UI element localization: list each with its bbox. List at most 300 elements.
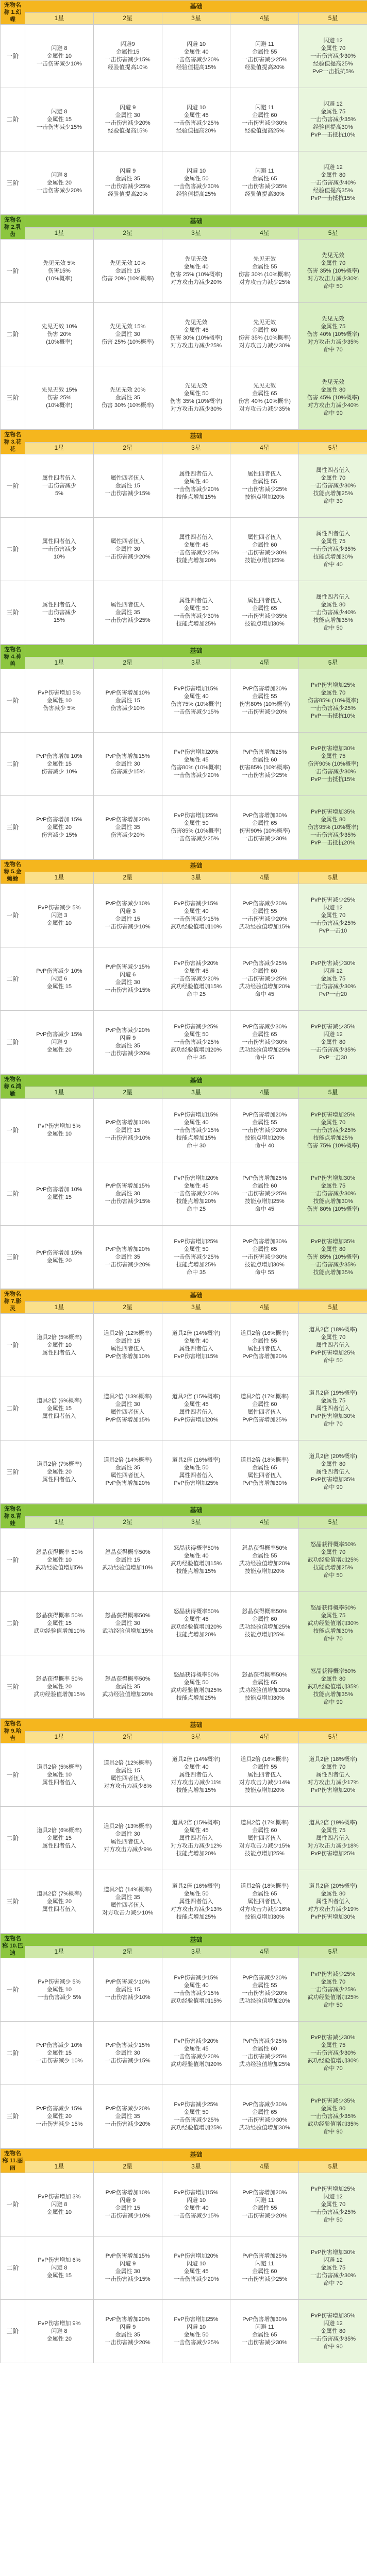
stat-line: 技能点增加35% <box>313 1269 353 1276</box>
stat-cell <box>299 88 367 151</box>
stat-line: 金属性 15 <box>46 1194 72 1200</box>
stat-line: 一击伤害减少25% <box>173 120 219 126</box>
stage-label: 二阶 <box>1 1162 25 1226</box>
stat-cell <box>299 25 367 88</box>
stat-cell <box>93 1440 162 1504</box>
stat-line: 金属性 80 <box>320 2105 346 2112</box>
stat-cell <box>230 884 299 947</box>
stat-line: 闪避 8 <box>51 2328 68 2334</box>
stat-cell <box>299 1529 367 1592</box>
stat-line: PvP伤害增加25% <box>310 1111 356 1118</box>
stat-line: 金属性 20 <box>46 1898 72 1905</box>
stat-line: 一击伤害减少 5% <box>37 1994 81 2001</box>
stat-cell <box>299 1314 367 1377</box>
stage-label: 三阶 <box>1 1226 25 1289</box>
stat-line: 闪避 12 <box>323 2193 343 2200</box>
stat-line: 一击伤害减少20% <box>105 1050 151 1057</box>
stat-line: 技能点增加20% <box>176 557 216 564</box>
stat-line: 金属性 55 <box>252 1338 277 1344</box>
stat-line: 经验值提高15% <box>176 64 216 71</box>
stat-line: 一击伤害减少30% <box>310 482 356 489</box>
stat-line: PvP伤害增加30% <box>310 745 356 752</box>
table-row <box>1 366 367 430</box>
stat-line: 闪避 6 <box>51 975 68 982</box>
stat-line: 金属性 60 <box>252 2046 277 2052</box>
stat-line: 闪避 12 <box>323 904 343 911</box>
stage-label: 三阶 <box>1 1870 25 1934</box>
stat-line: 金属性 50 <box>184 1680 209 1686</box>
star-column-header: 1星 <box>25 1946 94 1958</box>
table-row <box>1 669 367 733</box>
stat-line: 对方攻击力减少25% <box>170 343 222 349</box>
stat-line: 金属性 55 <box>252 1119 277 1126</box>
stat-line: PvP伤害增加15% <box>174 686 219 692</box>
stat-line: 金属性 50 <box>184 176 209 182</box>
stat-cell <box>230 454 299 518</box>
stat-line: 伤害 25% (10%概率) <box>170 272 223 278</box>
stat-line: 技能点增加30% <box>313 1198 353 1205</box>
stat-cell <box>25 2300 94 2363</box>
stat-line: 怒晶获得概率50% <box>173 1545 219 1551</box>
stat-line: 金属性 70 <box>320 2201 346 2208</box>
stat-line: 道具2倍 (16%概率) <box>240 1756 289 1762</box>
stage-label: 二阶 <box>1 2022 25 2085</box>
stat-cell <box>230 1807 299 1870</box>
stage-label: 三阶 <box>1 2085 25 2148</box>
star-column-header: 2星 <box>93 1731 162 1743</box>
star-column-header: 2星 <box>93 657 162 669</box>
stat-line: 金属性 75 <box>320 1182 346 1189</box>
stat-line: 伤害 20% <box>47 331 72 337</box>
stat-line: 金属性 35 <box>115 824 140 831</box>
stat-line: 武功经验值增加10% <box>102 1564 154 1571</box>
stat-line: 伤害 80% (10%概率) <box>307 1206 359 1212</box>
stat-line: 技能点增加20% <box>176 1632 216 1638</box>
stat-cell <box>299 884 367 947</box>
stat-line: 武功经验值增加30% <box>239 1687 290 1693</box>
stage-label: 三阶 <box>1 1011 25 1074</box>
stat-line: 一击伤害减少35% <box>242 613 288 619</box>
stat-line: 技能点增加20% <box>244 1787 285 1793</box>
stat-line: 技能点增加25% <box>313 1564 353 1571</box>
stat-line: 伤害 75% (10%概率) <box>307 1142 359 1149</box>
stat-cell <box>299 1592 367 1655</box>
stat-line: 一击伤害减少20% <box>173 772 219 778</box>
pet-section <box>0 1504 367 1719</box>
stat-line: 金属性 45 <box>184 327 209 333</box>
stat-line: 属性四者伍入 <box>179 598 213 604</box>
stat-line: PvP伤害增加10% <box>105 1119 150 1126</box>
stage-label: 二阶 <box>1 518 25 581</box>
stat-line: 对方攻击力减少25% <box>239 279 290 285</box>
stat-line: 先见无效 <box>253 319 276 326</box>
stat-line: 一击伤害减少25% <box>242 2054 288 2060</box>
stat-cell <box>162 669 230 733</box>
stat-line: 金属性 50 <box>184 391 209 397</box>
stat-line: 金属性 75 <box>320 1397 346 1404</box>
stat-line: 属性四者伍入 <box>110 538 145 545</box>
table-row <box>1 2085 367 2148</box>
stat-cell <box>93 1743 162 1807</box>
star-column-header: 5星 <box>299 12 367 25</box>
stat-line: 金属性 20 <box>46 179 72 186</box>
stat-line: 金属性15 <box>116 49 140 55</box>
stat-cell <box>162 581 230 645</box>
stat-line: 闪避 12 <box>323 100 343 107</box>
stat-cell <box>299 1011 367 1074</box>
stat-cell <box>162 518 230 581</box>
stat-cell <box>299 1162 367 1226</box>
stat-line: PvP伤害增加35% <box>310 1238 356 1245</box>
pet-stats-table <box>0 215 367 430</box>
stat-line: PvP伤害增加25% <box>174 2316 219 2323</box>
stat-cell <box>230 25 299 88</box>
stat-line: 武功经验值增加20% <box>239 983 290 990</box>
stat-line: 道具2倍 (19%概率) <box>309 1819 357 1826</box>
stat-cell <box>162 366 230 430</box>
stat-line: 技能点增加15% <box>176 1568 216 1574</box>
stat-line: 武功经验值增加25% <box>170 1687 222 1693</box>
stat-line: 属性四者伍入 <box>42 538 76 545</box>
stat-line: PvP伤害增加25% <box>310 2185 356 2192</box>
stat-line: PvP伤害减少20% <box>242 901 287 907</box>
stat-line: PvP伤害减少15% <box>174 1975 219 1981</box>
stat-cell <box>230 947 299 1011</box>
pet-name: 宠物名称 1.幻蝶 <box>1 1 25 25</box>
stat-cell <box>93 1592 162 1655</box>
stat-cell <box>230 1226 299 1289</box>
stat-line: 对方攻击力减少30% <box>239 343 290 349</box>
stat-line: 命中 70 <box>323 1420 343 1427</box>
stat-cell <box>299 1099 367 1162</box>
stat-cell <box>230 1440 299 1504</box>
stat-line: 一击伤害减少30% <box>242 836 288 842</box>
star-column-header: 1星 <box>25 12 94 25</box>
stat-line: 技能点增加30% <box>244 621 285 627</box>
stat-line: 金属性 10 <box>46 1771 72 1778</box>
stat-line: 一击伤害减少25% <box>173 1039 219 1045</box>
tier-header-row <box>1 1934 367 1946</box>
stat-line: 金属性 15 <box>46 2049 72 2056</box>
stat-line: 金属性 75 <box>320 1827 346 1834</box>
stat-line: 道具2倍 (17%概率) <box>240 1819 289 1826</box>
stat-line: 金属性 30 <box>115 760 140 767</box>
stat-line: 对方攻击力减少30% <box>307 275 359 282</box>
stat-line: 伤害 40% (10%概率) <box>307 331 359 337</box>
stat-line: 命中 55 <box>255 1054 274 1061</box>
star-column-header: 2星 <box>93 1301 162 1314</box>
stat-cell <box>25 1162 94 1226</box>
stat-line: 经验值提高20% <box>244 64 285 71</box>
stat-line: 金属性 15 <box>115 916 140 922</box>
star-column-header: 4星 <box>230 657 299 669</box>
stat-line: 金属性 35 <box>115 1894 140 1901</box>
stat-cell <box>93 796 162 859</box>
stat-cell <box>162 1592 230 1655</box>
stat-cell <box>93 2085 162 2148</box>
stat-line: PvP伤害增加20% <box>242 1111 287 1118</box>
stat-line: 命中 90 <box>323 410 343 416</box>
stat-line: 命中 45 <box>255 991 274 997</box>
stat-cell <box>25 240 94 303</box>
stat-line: 怒晶获得概率50% <box>105 1675 151 1682</box>
stat-line: 先见无效 <box>253 383 276 389</box>
star-column-header: 4星 <box>230 1946 299 1958</box>
stat-cell <box>230 1592 299 1655</box>
stat-line: 属性四者伍入 <box>110 1346 145 1352</box>
stat-line: 武功经验值增加20% <box>170 2061 222 2067</box>
stat-line: 对方攻击力减少30% <box>170 406 222 412</box>
star-column-header: 5星 <box>299 872 367 884</box>
stat-line: 金属性 50 <box>184 2109 209 2115</box>
stat-line: 道具2倍 (16%概率) <box>172 1457 221 1463</box>
stat-line: 属性四者伍入 <box>316 1468 351 1475</box>
stat-line: 金属性 80 <box>320 1039 346 1045</box>
tier-label: 基础 <box>25 645 367 657</box>
stat-line: 一击伤害减少15% <box>173 709 219 715</box>
table-row <box>1 151 367 215</box>
table-row <box>1 1226 367 1289</box>
stat-line: 道具2倍 (18%概率) <box>309 1756 357 1762</box>
stat-line: 怒晶获得概率50% <box>105 1549 151 1555</box>
stat-line: 一击伤害减少30% <box>310 53 356 59</box>
stat-line: 技能点增加25% <box>176 1695 216 1701</box>
stat-line: PvP伤害增加25% <box>174 1238 219 1245</box>
stat-line: 金属性 15 <box>115 1768 140 1774</box>
stat-line: 先见无效 <box>322 315 345 322</box>
stat-line: PvP伤害减少25% <box>310 896 356 903</box>
star-header-row <box>1 1731 367 1743</box>
stat-line: 金属性 30 <box>115 112 140 118</box>
stat-line: 武功经验值增加15% <box>102 1628 154 1634</box>
stat-line: PvP伤害减少30% <box>242 1023 287 1030</box>
stat-line: 技能点增加30% <box>244 1695 285 1701</box>
stat-line: 属性四者伍入 <box>42 1476 76 1483</box>
stat-line: 技能点增加30% <box>313 1628 353 1634</box>
stat-line: 一击伤害减少35% <box>310 116 356 123</box>
stat-line: PvP伤害增加25% <box>310 1349 356 1356</box>
stat-line: 伤害 30% (10%概率) <box>170 335 223 341</box>
stat-cell <box>230 1314 299 1377</box>
stat-line: 一击伤害减少25% <box>105 183 151 190</box>
star-column-header: 3星 <box>162 1301 230 1314</box>
stat-line: 闪避 12 <box>323 2320 343 2327</box>
stat-line: 金属性 60 <box>252 757 277 763</box>
table-row <box>1 2173 367 2236</box>
stat-line: 金属性 60 <box>252 1827 277 1834</box>
stat-line: 一击伤害减少40% <box>310 609 356 616</box>
stat-line: 金属性 15 <box>115 482 140 489</box>
stat-line: 道具2倍 (17%概率) <box>240 1394 289 1400</box>
stat-cell <box>162 1377 230 1440</box>
stat-line: 金属性 60 <box>252 1401 277 1408</box>
tier-header-row <box>1 2149 367 2161</box>
stat-cell <box>25 1377 94 1440</box>
pet-stats-table <box>0 0 367 215</box>
stat-line: 命中 70 <box>323 2280 343 2286</box>
stat-line: 金属性 65 <box>252 1246 277 1252</box>
star-column-header: 3星 <box>162 1516 230 1529</box>
stat-cell <box>230 1162 299 1226</box>
stat-line: 命中 45 <box>255 1206 274 1212</box>
stat-line: 一击伤害减少30% <box>242 1039 288 1045</box>
stat-line: 金属性 55 <box>252 2205 277 2211</box>
stat-cell <box>230 1743 299 1807</box>
stat-cell <box>230 518 299 581</box>
stat-line: 属性四者伍入 <box>110 1839 145 1845</box>
stat-cell <box>230 2300 299 2363</box>
stat-line: 金属性 20 <box>46 2113 72 2120</box>
stat-line: 一击伤害减少25% <box>242 2276 288 2282</box>
stat-line: 闪避 11 <box>255 2324 274 2330</box>
star-column-header: 2星 <box>93 442 162 454</box>
stat-line: 金属性 70 <box>320 689 346 696</box>
stat-cell <box>230 1529 299 1592</box>
stat-line: 武功经验值增加5% <box>35 1564 84 1571</box>
stat-line: 经验值提高15% <box>108 128 148 134</box>
table-row <box>1 88 367 151</box>
star-column-header: 3星 <box>162 657 230 669</box>
stat-line: 金属性 65 <box>252 1031 277 1038</box>
stat-line: PvP伤害增加30% <box>310 1913 356 1920</box>
stat-cell <box>93 1226 162 1289</box>
stat-line: PvP伤害增加25% <box>242 1175 287 1181</box>
stat-line: 闪避 9 <box>120 2261 136 2267</box>
stat-line: 属性四者伍入 <box>179 534 213 540</box>
star-column-header: 2星 <box>93 12 162 25</box>
stat-line: 一击伤害减少30% <box>242 2117 288 2123</box>
stat-cell <box>230 2085 299 2148</box>
stat-line: 一击伤害减少 <box>42 546 76 552</box>
stat-cell <box>230 2173 299 2236</box>
stat-line: 金属性 65 <box>252 1465 277 1471</box>
stat-line: 道具2倍 (14%概率) <box>172 1756 221 1762</box>
stat-cell <box>162 88 230 151</box>
stat-line: 道具2倍 (16%概率) <box>240 1330 289 1336</box>
stage-label: 一阶 <box>1 240 25 303</box>
stat-line: 怒晶获得概率50% <box>173 1672 219 1678</box>
stat-line: 金属性 15 <box>46 2272 72 2279</box>
stat-line: 金属性 15 <box>46 116 72 123</box>
tier-label: 基础 <box>25 215 367 228</box>
stat-line: 命中 50 <box>323 624 343 631</box>
table-row <box>1 1958 367 2022</box>
stat-cell <box>25 733 94 796</box>
stat-line: PvP伤害减少20% <box>174 960 219 967</box>
stat-line: 道具2倍 (15%概率) <box>172 1819 221 1826</box>
stat-cell <box>299 1440 367 1504</box>
stat-line: PvP伤害增加30% <box>310 2249 356 2256</box>
stat-line: PvP伤害增加20% <box>242 2190 287 2196</box>
pet-stats-table <box>0 859 367 1074</box>
star-header-row <box>1 2161 367 2173</box>
star-header-row <box>1 1946 367 1958</box>
stat-line: 金属性 75 <box>320 2042 346 2048</box>
table-row <box>1 303 367 366</box>
stat-line: 武功经验值增加15% <box>34 1691 85 1698</box>
stat-line: 金属性 10 <box>46 2209 72 2215</box>
stat-line: 一击伤害减少10% <box>36 60 82 67</box>
stat-cell <box>230 366 299 430</box>
stage-label: 二阶 <box>1 1377 25 1440</box>
stat-cell <box>25 1226 94 1289</box>
stat-line: 金属性 80 <box>320 2328 346 2334</box>
stat-line: 怒晶获得概率50% <box>310 1541 356 1548</box>
stat-line: 怒晶获得概率50% <box>105 1612 151 1619</box>
table-row <box>1 518 367 581</box>
stat-line: 道具2倍 (18%概率) <box>240 1457 289 1463</box>
stat-line: 金属性 30 <box>115 1401 140 1408</box>
star-column-header: 2星 <box>93 1516 162 1529</box>
stat-line: 经验值提高20% <box>108 191 148 197</box>
stat-line: 技能点增加30% <box>244 1261 285 1268</box>
stat-line: 金属性 55 <box>252 1982 277 1989</box>
stat-line: 属性四者伍入 <box>316 594 351 600</box>
stat-line: 金属性 80 <box>320 816 346 823</box>
stat-line: 伤害 30% (10%概率) <box>238 272 291 278</box>
stat-line: PvP伤害增加 10% <box>36 1187 82 1193</box>
stat-line: 一击伤害减少30% <box>173 613 219 619</box>
stat-line: 武功经验值增加15% <box>170 1998 222 2004</box>
stat-line: 金属性 70 <box>320 1549 346 1555</box>
stat-cell <box>93 1529 162 1592</box>
stat-line: 武功经验值增加15% <box>170 1561 222 1567</box>
stat-line: 一击伤害减少20% <box>242 916 288 922</box>
stat-line: 金属性 80 <box>320 1246 346 1252</box>
stat-cell <box>93 884 162 947</box>
stat-line: 一击伤害减少30% <box>310 1190 356 1197</box>
star-column-header: 3星 <box>162 1731 230 1743</box>
stat-line: 金属性 35 <box>115 2332 140 2338</box>
stat-line: 经验值提高10% <box>108 64 148 71</box>
stat-line: 武功经验值增加25% <box>239 1624 290 1630</box>
stat-line: 技能点增加15% <box>176 494 216 500</box>
stat-cell <box>93 2300 162 2363</box>
stat-line: 道具2倍 (20%概率) <box>309 1883 357 1889</box>
stat-line: 一击伤害减少20% <box>173 486 219 493</box>
stat-line: 金属性 15 <box>115 1986 140 1993</box>
stat-line: 闪避 8 <box>51 2201 68 2208</box>
stat-line: 一击伤害减少25% <box>105 617 151 623</box>
stat-cell <box>230 88 299 151</box>
stat-line: 金属性 75 <box>320 108 346 115</box>
stat-cell <box>230 1958 299 2022</box>
stat-cell <box>299 669 367 733</box>
stat-line: 一击伤害减少15% <box>105 987 151 993</box>
stat-line: 属性四者伍入 <box>179 1898 213 1905</box>
stat-line: 一击伤害减少25% <box>173 2117 219 2123</box>
stat-line: 技能点增加20% <box>244 1568 285 1574</box>
stat-line: 金属性 70 <box>320 1334 346 1341</box>
stat-line: 属性四者伍入 <box>110 601 145 608</box>
stage-label: 二阶 <box>1 1807 25 1870</box>
star-header-row <box>1 1301 367 1314</box>
stat-line: 武功经验值增加25% <box>239 2061 290 2067</box>
table-row <box>1 581 367 645</box>
stat-cell <box>162 2236 230 2300</box>
stat-line: 闪避 11 <box>255 2197 274 2204</box>
stat-line: 金属性 70 <box>320 1978 346 1985</box>
stat-line: 一击伤害减少10% <box>105 1994 151 2001</box>
stat-line: 对方攻击力减少11% <box>171 1779 222 1786</box>
stat-line: PvP伤害减少15% <box>174 901 219 907</box>
stat-line: 闪避 10 <box>186 168 206 174</box>
pet-name: 宠物名称 4.神兽 <box>1 645 25 669</box>
stat-line: 先见无效 10% <box>41 323 77 330</box>
pet-name: 宠物名称 3.花花 <box>1 430 25 454</box>
stat-line: 属性四者伍入 <box>316 1835 351 1841</box>
stat-line: 闪避 9 <box>51 1039 68 1045</box>
